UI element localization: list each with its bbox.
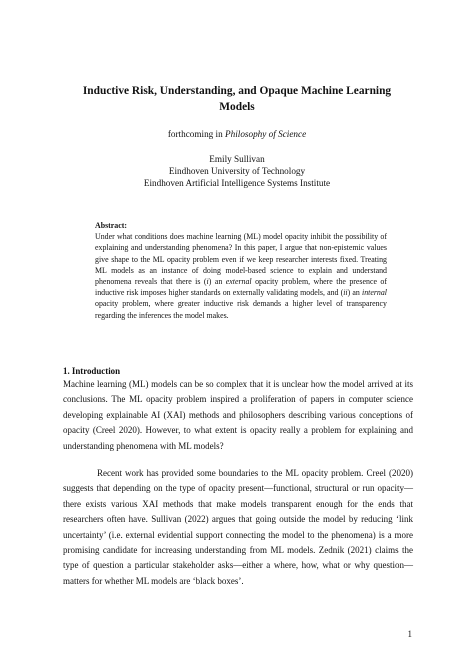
body-paragraph: Machine learning (ML) models can be so complex that it is unclear how the model arrived at its conclusions. The ML opacity problem inspired a proliferation of papers in computer science developing explainable AI (XAI) methods and philosophers describing various conceptions of opacity (Creel 2020). However, to what extent is opacity really a problem for explaining and understanding phenomena with ML models? xyxy=(63,379,413,451)
journal-name: Philosophy of Science xyxy=(225,129,307,139)
paper-title: Inductive Risk, Understanding, and Opaque Machine Learning Models xyxy=(82,85,392,113)
publication-note xyxy=(60,128,414,140)
abstract-numeral: ii xyxy=(343,288,348,298)
abstract-text: Under what conditions does machine learning (ML) model opacity inhibit the possibility of explaining and understanding phenomena? In this paper, I argue that non-epistemic values give shape to the ML opacity problem even if we keep researcher interests fixed. Treating ML models as an instance of doing model-based science to explain and understand phenomena reveals that there is ( xyxy=(95,232,387,287)
body-paragraph: Recent work has provided some boundaries to the ML opacity problem. Creel (2020) suggests that depending on the type of opacity present—functional, structural or run opacity—there exists various XAI methods that make models transparent enough for the ends that researchers often have. Sullivan (2022) argues that going outside the model by reducing ‘link uncertainty’ (i.e. external evidential support connecting the model to the phenomena) is a more promising candidate for increasing understanding from ML models. Zednik (2021) claims the type of question a particular stakeholder asks—either a where, how, what or why question—matters for whether ML models are ‘black boxes’. xyxy=(63,468,413,586)
abstract-emphasis: external xyxy=(225,277,252,287)
abstract-heading: Abstract: xyxy=(95,221,127,230)
abstract-text: opacity problem, where the presence of inductive risk imposes higher standards on externally validating models, and ( xyxy=(95,277,387,298)
abstract xyxy=(95,220,387,321)
abstract-text: ) an xyxy=(347,288,362,298)
abstract-text: opacity problem, where greater inductive risk demands a higher level of transparency regarding the inferences the model makes. xyxy=(95,299,387,320)
page-number: 1 xyxy=(407,629,412,639)
author-name: Emily Sullivan xyxy=(209,154,265,164)
author-affiliation-1: Eindhoven University of Technology xyxy=(168,165,306,176)
abstract-numeral: i xyxy=(206,277,209,287)
abstract-body xyxy=(95,231,387,321)
abstract-emphasis: internal xyxy=(362,288,387,298)
publication-note-prefix: forthcoming in xyxy=(167,129,226,139)
section-heading: 1. Introduction xyxy=(63,366,121,376)
abstract-text: ) an xyxy=(208,277,226,287)
author-affiliation-2: Eindhoven Artificial Intelligence Systems Institute xyxy=(143,177,331,188)
author-block xyxy=(60,154,414,189)
